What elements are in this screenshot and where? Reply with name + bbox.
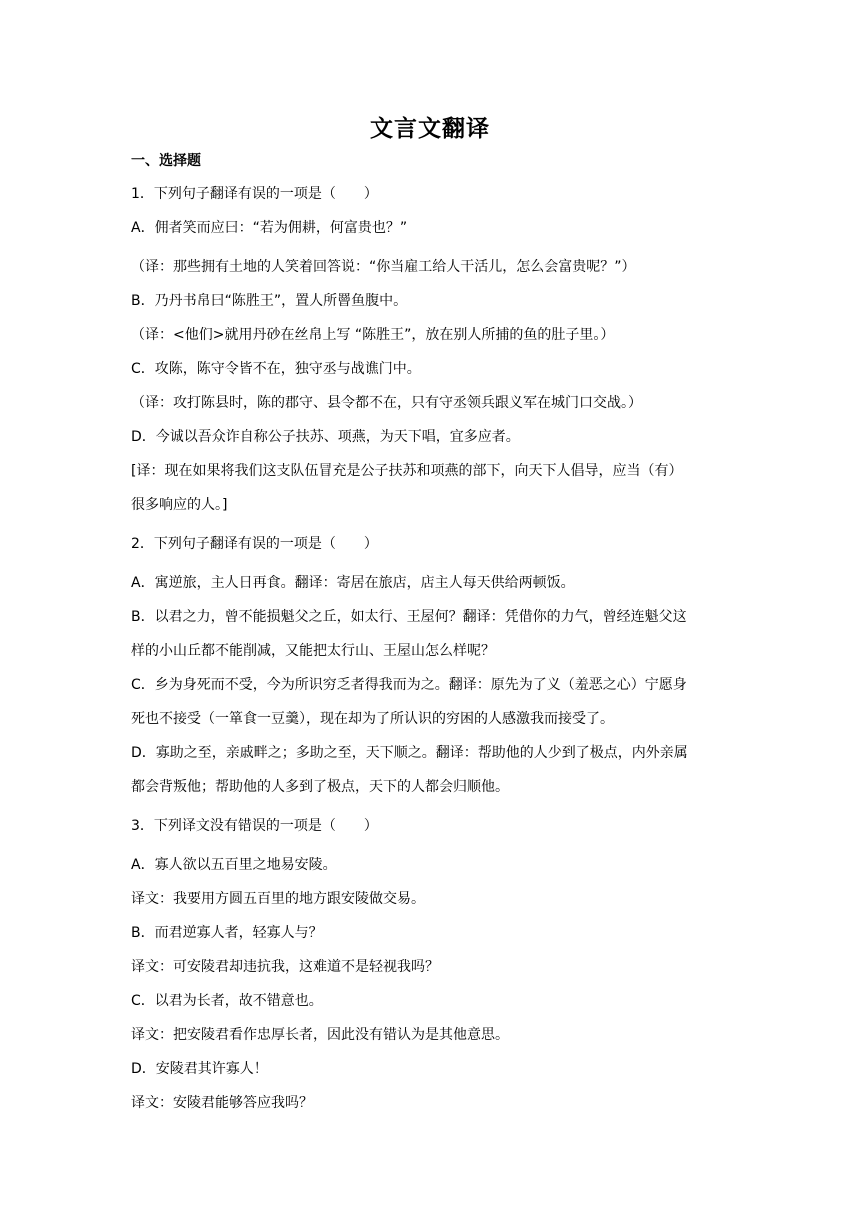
question-3-option-d-translation: 译文：安陵君能够答应我吗？ [131, 1095, 313, 1111]
question-3-option-a: A．寡人欲以五百里之地易安陵。 [131, 857, 337, 873]
question-1-stem: 1．下列句子翻译有误的一项是（ ） [131, 186, 378, 202]
question-2-option-d-line-1: D．寡助之至，亲戚畔之；多助之至，天下顺之。翻译：帮助他的人少到了极点，内外亲属 [131, 745, 688, 761]
question-3-option-c-translation: 译文：把安陵君看作忠厚长者，因此没有错认为是其他意思。 [131, 1027, 509, 1043]
question-1-option-c-translation: （译：攻打陈县时，陈的郡守、县令都不在，只有守丞领兵跟义军在城门口交战。） [131, 395, 642, 411]
question-1-option-d-translation-line-1: [译：现在如果将我们这支队伍冒充是公子扶苏和项燕的部下，向天下人倡导，应当（有） [131, 463, 683, 479]
question-2-stem: 2．下列句子翻译有误的一项是（ ） [131, 536, 378, 552]
question-3-option-b-translation: 译文：可安陵君却违抗我，这难道不是轻视我吗？ [131, 959, 439, 975]
page-title: 文言文翻译 [370, 116, 490, 142]
question-3-option-a-translation: 译文：我要用方圆五百里的地方跟安陵做交易。 [131, 891, 425, 907]
section-heading: 一、选择题 [131, 153, 201, 169]
question-2-option-a: A．寓逆旅，主人日再食。翻译：寄居在旅店，店主人每天供给两顿饭。 [131, 575, 575, 591]
question-2-option-c-line-2: 死也不接受（一箪食一豆羹），现在却为了所认识的穷困的人感激我而接受了。 [131, 711, 614, 727]
question-3-option-d: D．安陵君其许寡人！ [131, 1061, 268, 1077]
question-1-option-b-translation: （译：<他们>就用丹砂在丝帛上写 “陈胜王”，放在别人所捕的鱼的肚子里。） [131, 327, 615, 343]
question-2-option-c-line-1: C．乡为身死而不受，今为所识穷乏者得我而为之。翻译：原先为了义（羞恶之心）宁愿身 [131, 677, 687, 693]
question-1-option-c: C．攻陈，陈守令皆不在，独守丞与战谯门中。 [131, 361, 421, 377]
question-1-option-a-translation: （译：那些拥有土地的人笑着回答说：“你当雇工给人干活儿，怎么会富贵呢？”） [131, 259, 636, 275]
question-3-option-c: C．以君为长者，故不错意也。 [131, 993, 323, 1009]
question-3-option-b: B．而君逆寡人者，轻寡人与？ [131, 925, 323, 941]
question-2-option-b-line-1: B．以君之力，曾不能损魁父之丘，如太行、王屋何？翻译：凭借你的力气，曾经连魁父这 [131, 609, 687, 625]
question-2-option-d-line-2: 都会背叛他；帮助他的人多到了极点，天下的人都会归顺他。 [131, 779, 509, 795]
question-1-option-b: B．乃丹书帛曰“陈胜王”，置人所罾鱼腹中。 [131, 293, 408, 309]
question-3-stem: 3．下列译文没有错误的一项是（ ） [131, 818, 378, 834]
question-1-option-a: A．佣者笑而应曰：“若为佣耕，何富贵也？” [131, 220, 408, 236]
question-2-option-b-line-2: 样的小山丘都不能削减，又能把太行山、王屋山怎么样呢？ [131, 643, 495, 659]
question-1-option-d-translation-line-2: 很多响应的人。] [131, 497, 228, 513]
question-1-option-d: D．今诚以吾众诈自称公子扶苏、项燕，为天下唱，宜多应者。 [131, 429, 520, 445]
